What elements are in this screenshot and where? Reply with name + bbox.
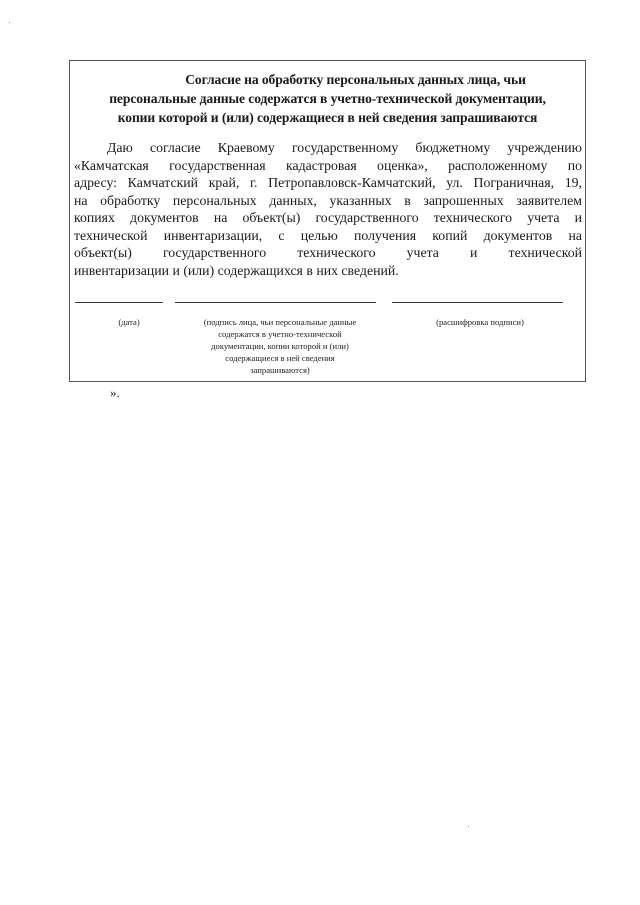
title-line: персональные данные содержатся в учетно-технической документации, (109, 91, 546, 106)
date-caption: (дата) (118, 317, 140, 327)
body-line: Даю согласие Краевому государственному бюджетному учреждению (107, 140, 582, 155)
body-line: адресу: Камчатский край, г. Петропавловск-Камчатский, ул. Пограничная, 19, (74, 175, 582, 190)
body-line: технической инвентаризации, с целью получения копий документов на (74, 227, 582, 243)
signature-decipher-field-line[interactable] (392, 302, 563, 303)
scan-speck (468, 826, 469, 827)
scan-speck (9, 22, 10, 23)
signature-caption-line: содержатся в учетно-технической (218, 329, 342, 339)
title-line: Согласие на обработку персональных данных лица, чьи (185, 72, 526, 87)
consent-title (78, 70, 577, 127)
body-line: инвентаризации и (или) содержащихся в них сведений. (74, 262, 399, 278)
body-line: «Камчатская государственная кадастровая оценка», расположенному по (74, 157, 582, 173)
body-line: копиях документов на объект(ы) государственного технического учета и (74, 210, 582, 225)
consent-body-text (74, 139, 582, 279)
signature-caption-line: (подпись лица, чьи персональные данные (203, 317, 357, 327)
consent-form-box (69, 60, 586, 382)
signature-caption-line: запрашиваются) (250, 365, 310, 375)
signature-caption-line: документации, копии которой и (или) (211, 341, 349, 351)
signature-field-line[interactable] (175, 302, 376, 303)
title-line: копии которой и (или) содержащиеся в ней сведения запрашиваются (117, 110, 538, 125)
body-line: объект(ы) государственного технического учета и технической (74, 245, 582, 260)
signature-decipher-caption: (расшифровка подписи) (436, 317, 524, 327)
signature-caption-line: содержащиеся в ней сведения (225, 353, 335, 363)
signature-caption (175, 316, 385, 376)
date-field-line[interactable] (75, 302, 163, 303)
body-line: на обработку персональных данных, указанных в запрошенных заявителем (74, 192, 582, 208)
closing-quote-mark: ». (110, 385, 120, 400)
